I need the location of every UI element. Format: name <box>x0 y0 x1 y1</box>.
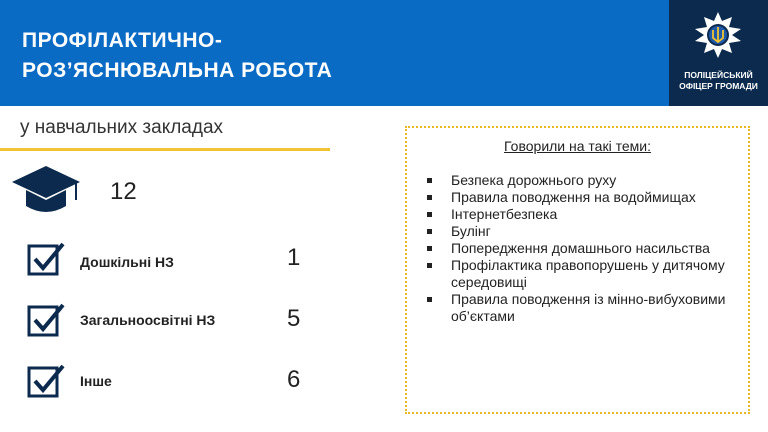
checkbox-checked-icon <box>26 301 66 339</box>
topic-item <box>427 223 747 240</box>
stat-row-preschool <box>0 238 330 282</box>
topic-item <box>427 257 747 291</box>
topic-item <box>427 206 747 223</box>
stat-row-general <box>0 299 330 343</box>
accent-underline <box>0 148 330 151</box>
topic-text: Правила поводження із мінно-вибуховими об’єктами <box>451 291 726 324</box>
title-line-2: РОЗ’ЯСНЮВАЛЬНА РОБОТА <box>22 59 333 82</box>
stat-row-value: 5 <box>287 305 301 332</box>
topic-item <box>427 291 747 325</box>
checkbox-checked-icon <box>26 240 66 278</box>
topic-text: Попередження домашнього насильства <box>451 240 710 256</box>
bullet-icon <box>427 246 432 251</box>
topics-heading: Говорили на такі теми: <box>504 138 651 154</box>
stat-row-label: Інше <box>80 373 112 389</box>
bullet-icon <box>427 178 432 183</box>
topic-item <box>427 189 747 206</box>
total-count: 12 <box>110 178 137 205</box>
bullet-icon <box>427 229 432 234</box>
graduation-cap-icon <box>10 162 82 218</box>
police-star-trident-icon <box>695 12 741 58</box>
stat-row-value: 6 <box>287 366 301 393</box>
page-title <box>22 26 332 86</box>
title-line-1: ПРОФІЛАКТИЧНО- <box>22 29 223 52</box>
section-subtitle: у навчальних закладах <box>20 117 224 138</box>
stat-row-label: Дошкільні НЗ <box>80 254 174 270</box>
checkbox-checked-icon <box>26 362 66 400</box>
topic-text: Профілактика правопорушень у дитячому середовищі <box>451 257 725 290</box>
bullet-icon <box>427 212 432 217</box>
stat-row-value: 1 <box>287 244 301 271</box>
topics-list <box>427 172 747 325</box>
topics-panel <box>405 126 750 414</box>
logo-line-1: ПОЛІЦЕЙСЬКИЙ <box>684 70 753 80</box>
bullet-icon <box>427 297 432 302</box>
stat-row-other <box>0 360 330 404</box>
bullet-icon <box>427 263 432 268</box>
topic-text: Інтернетбезпека <box>451 206 558 222</box>
stat-row-label: Загальноосвітні НЗ <box>80 312 216 328</box>
topic-text: Правила поводження на водоймищах <box>451 189 696 205</box>
logo-caption <box>669 70 768 92</box>
topic-item <box>427 240 747 257</box>
logo-line-2: ОФІЦЕР ГРОМАДИ <box>679 81 758 91</box>
bullet-icon <box>427 195 432 200</box>
topic-text: Булінг <box>451 223 491 239</box>
topic-item <box>427 172 747 189</box>
topic-text: Безпека дорожнього руху <box>451 172 617 188</box>
police-logo <box>669 0 768 106</box>
header-banner <box>0 0 768 106</box>
